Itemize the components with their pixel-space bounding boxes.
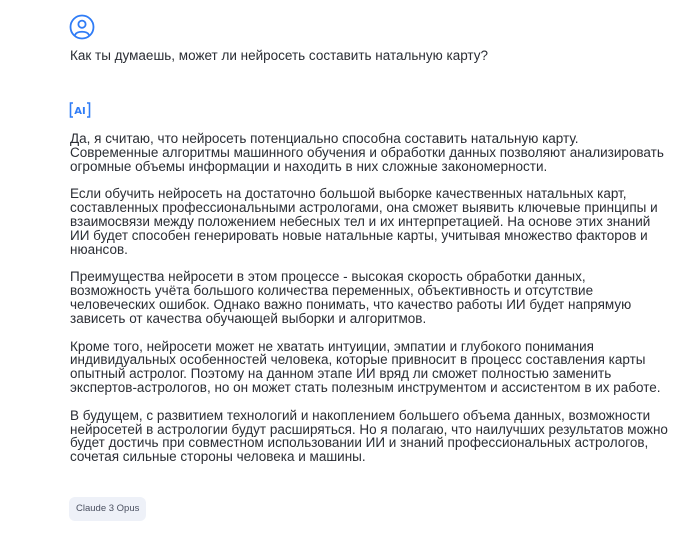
ai-icon-text: AI — [74, 106, 86, 118]
user-question: Как ты думаешь, может ли нейросеть составить натальную карту? — [70, 48, 489, 63]
answer-paragraph: Да, я считаю, что нейросеть потенциально способна составить натальную карту. Современные алгоритмы машинного обучения и обработки данных позволяют анализировать огромные объемы информации и находить в них сложные закономерности. — [70, 131, 664, 174]
ai-icon — [69, 101, 91, 119]
answer-paragraph: Кроме того, нейросети может не хватать интуиции, эмпатии и глубокого понимания индивидуальных особенностей человека, которые привносит в процесс составления карты опытный астролог. Поэтому на данном этапе ИИ вряд ли сможет полностью заменить экспертов-астрологов, но он может стать полезным инструментом и ассистентом в их работе. — [70, 338, 661, 395]
model-badge: Claude 3 Opus — [69, 497, 146, 521]
assistant-answer — [70, 132, 670, 478]
user-avatar-icon — [69, 14, 95, 40]
answer-paragraph: В будущем, с развитием технологий и накоплением большего объема данных, возможности нейросетей в астрологии будут расширяться. Но я полагаю, что наилучших результатов можно будет достичь при совместном использовании ИИ и знаний профессиональных астрологов, сочетая сильные стороны человека и машины. — [70, 407, 668, 465]
answer-paragraph: Преимущества нейросети в этом процессе - высокая скорость обработки данных, возможность учёта большого количества переменных, объективность и отсутствие человеческих ошибок. Однако важно понимать, что качество работы ИИ будет напрямую зависеть от качества обучающей выборки и алгоритмов. — [70, 269, 632, 326]
answer-paragraph: Если обучить нейросеть на достаточно большой выборке качественных натальных карт, составленных профессиональными астрологами, она сможет выявить ключевые принципы и взаимосвязи между положением небесных тел и их интерпретацией. На основе этих знаний ИИ будет способен генерировать новые натальные карты, учитывая множество факторов и нюансов. — [70, 186, 658, 257]
